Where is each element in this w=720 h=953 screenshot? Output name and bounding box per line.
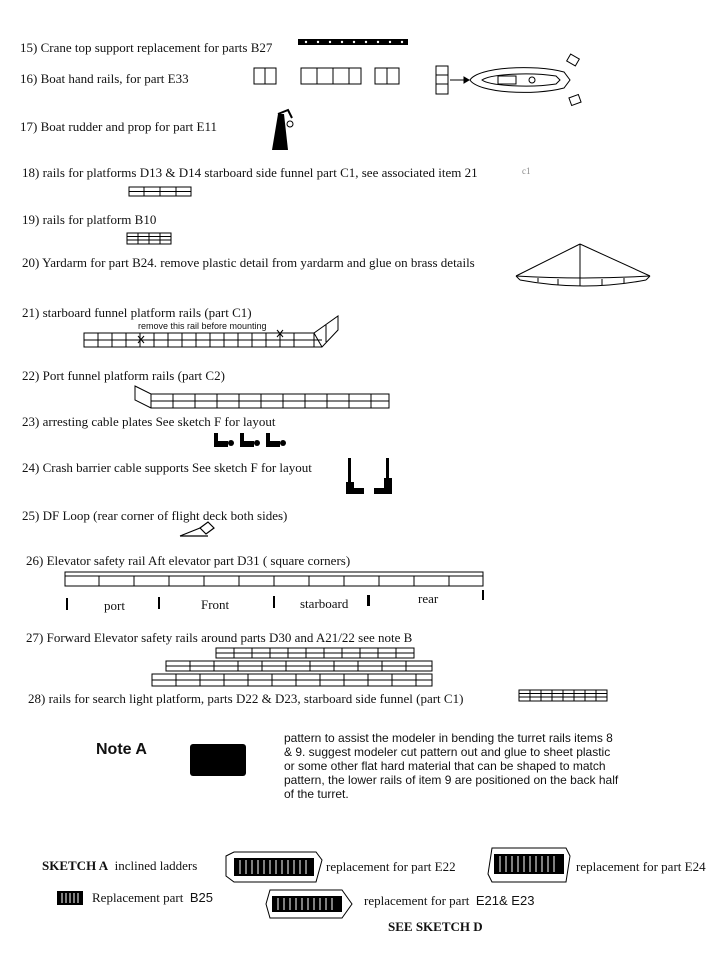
arresting-cable-plates-drawing <box>214 433 288 449</box>
ladder-e24-label: replacement for part E24 <box>576 859 706 874</box>
ladder-e24-drawing <box>486 846 572 888</box>
item-26-label-rear: rear <box>418 591 439 606</box>
item-21-note: remove this rail before mounting <box>138 321 267 331</box>
item-27: 27) Forward Elevator safety rails around parts D30 and A21/22 see note B <box>26 630 413 645</box>
item-27-rails-drawing <box>150 646 434 690</box>
boat-diagram-drawing <box>434 52 590 108</box>
item-26-label-front: Front <box>201 597 230 612</box>
item-19-rails-drawing <box>126 232 174 246</box>
item-18-rails-drawing <box>128 186 194 198</box>
df-loop-drawing <box>178 516 218 542</box>
item-21: 21) starboard funnel platform rails (part C1) <box>22 305 252 320</box>
note-a-title: Note A <box>96 741 147 758</box>
item-26-label-starboard: starboard <box>300 596 349 611</box>
crash-barrier-supports-drawing <box>344 456 398 496</box>
boat-hand-rails-drawing <box>253 64 403 88</box>
ladder-e21-label: replacement for part E21& E23 <box>364 893 535 908</box>
item-22-rails-drawing <box>133 384 391 410</box>
item-28-rails-drawing <box>518 689 610 703</box>
item-15: 15) Crane top support replacement for parts B27 <box>20 40 273 55</box>
ladder-b25-drawing <box>56 889 84 907</box>
item-18: 18) rails for platforms D13 & D14 starboard side funnel part C1, see associated item 21 <box>22 165 478 180</box>
note-a-text: pattern to assist the modeler in bending the turret rails items 8 & 9. suggest modeler cut pattern out and glue to sheet plastic or some other flat hard material that can be shaped to match pattern, the lower rails of item 9 are positioned on the back half of the turret. <box>284 731 619 801</box>
note-a-pattern-block <box>190 744 246 776</box>
item-19: 19) rails for platform B10 <box>22 212 157 227</box>
item-16: 16) Boat hand rails, for part E33 <box>20 71 189 86</box>
item-26: 26) Elevator safety rail Aft elevator part D31 ( square corners) <box>26 553 351 568</box>
item-23: 23) arresting cable plates See sketch F for layout <box>22 414 276 429</box>
item-22: 22) Port funnel platform rails (part C2) <box>22 368 225 383</box>
ladder-e22-label: replacement for part E22 <box>326 859 456 874</box>
item-17: 17) Boat rudder and prop for part E11 <box>20 119 218 134</box>
item-18-mark: c1 <box>522 166 531 176</box>
item-24: 24) Crash barrier cable supports See sketch F for layout <box>22 460 312 475</box>
ladder-e22-drawing <box>226 850 324 886</box>
ladder-b25-label: Replacement part B25 <box>92 890 213 905</box>
yardarm-drawing <box>514 242 654 292</box>
ladder-e21-drawing <box>264 888 354 922</box>
item-26-rail-drawing <box>64 568 486 614</box>
item-25: 25) DF Loop (rear corner of flight deck both sides) <box>22 508 288 523</box>
sketch-a-title: SKETCH A inclined ladders <box>42 858 198 873</box>
item-20: 20) Yardarm for part B24. remove plastic detail from yardarm and glue on brass details <box>22 255 475 270</box>
item-21-rails-drawing <box>84 316 340 350</box>
crane-support-strip-drawing <box>298 38 410 48</box>
boat-rudder-drawing <box>266 108 302 152</box>
see-sketch-d: SEE SKETCH D <box>388 919 483 934</box>
item-26-label-port: port <box>104 598 125 613</box>
item-28: 28) rails for search light platform, parts D22 & D23, starboard side funnel (part C1) <box>28 691 464 706</box>
